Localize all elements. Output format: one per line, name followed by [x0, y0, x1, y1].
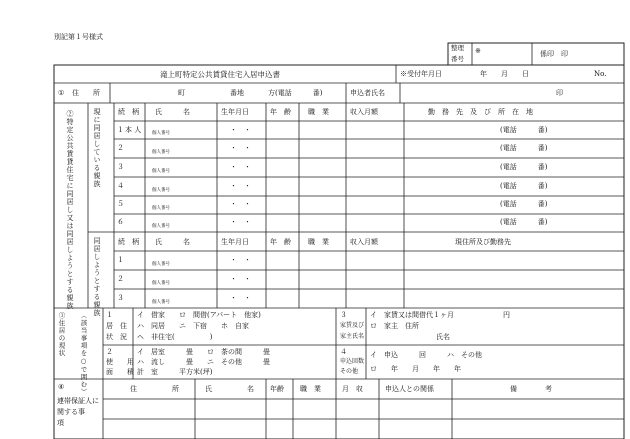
frow-1-num: １ — [117, 256, 124, 264]
s2-h-job: 職 業 — [308, 108, 329, 116]
frow-1-kojin: 個人番号 — [152, 262, 170, 267]
s3-c3-b: 家主氏名 — [340, 333, 365, 340]
form-title: 滝上町特定公共賃貸住宅入居申込書 — [160, 70, 280, 79]
frow-3-num: ３ — [117, 294, 124, 302]
s3-c2-num: ２ — [106, 348, 113, 356]
row-4-tel: (電話 番) — [500, 182, 548, 190]
row-2-tel: (電話 番) — [500, 144, 548, 152]
s2-h-income: 収入月額 — [350, 108, 378, 116]
frow-3-kojin: 個人番号 — [152, 300, 170, 305]
s4-h-name: 氏 名 — [205, 385, 254, 393]
s2-h2-income: 収入月額 — [350, 238, 378, 246]
s3-c4-l2: ロ 年 月 年 年 — [370, 365, 461, 373]
s3-c4-b: その他 — [340, 368, 359, 375]
s4-h-addr: 住 所 — [130, 385, 179, 393]
row-3-tel: (電話 番) — [500, 163, 548, 171]
row-1-num: １ — [117, 126, 124, 134]
s3-c2-l3: 計 室 平方米(坪) — [137, 368, 213, 376]
s4-label: 連帯保証人に関する事 項 — [57, 397, 99, 427]
s1-applicant-label: 申込者氏名 — [350, 89, 385, 97]
s3-c1-b: 状 況 — [106, 333, 127, 341]
s2-label: ②特定公共賃貸住宅に同居し又は同居しようとする親族 — [66, 110, 74, 310]
row-5-kojin: 個人番号 — [152, 206, 170, 211]
s2-future-label: 同居しようとする親族 — [93, 237, 101, 317]
s4-h-job: 職 業 — [300, 385, 321, 393]
s3-c3-l1: イ 家賃又は間借代１ヶ月 円 — [370, 311, 510, 319]
row-1-dots: ・ ・ — [230, 126, 251, 134]
row-2-num: ２ — [117, 144, 124, 152]
s2-h2-rel: 続 柄 — [118, 238, 139, 246]
row-1-kojin: 個人番号 — [152, 131, 170, 136]
form-label: 別記第１号様式 — [54, 33, 103, 41]
s3-label: ③住居の現状 — [57, 312, 66, 357]
row-3-dots: ・ ・ — [230, 163, 251, 171]
s2-h-age: 年 齢 — [270, 108, 291, 116]
row-6-num: ６ — [117, 218, 124, 226]
frow-1-dots: ・ ・ — [230, 256, 251, 264]
s2-h-work: 勤 務 先 及 び 所 在 地 — [428, 108, 533, 116]
admin-mark: ※ — [475, 47, 481, 55]
uketsuke-label: ※受付年月日 — [400, 70, 442, 78]
s1-num: ① — [58, 89, 65, 97]
s3-c1-l1: イ 借家 ロ 間借(アパート 他家) — [137, 311, 261, 319]
s3-c2-a: 使 用 — [106, 358, 134, 366]
s1-label: 住 所 — [72, 89, 100, 97]
s4-num: ④ — [58, 383, 65, 391]
s2-h2-age: 年 齢 — [270, 238, 291, 246]
s2-h-rel: 続 柄 — [118, 108, 139, 116]
frow-2-dots: ・ ・ — [230, 275, 251, 283]
row-4-num: ４ — [117, 182, 124, 190]
s1-banchi: 番地 — [230, 89, 244, 97]
row-1-rel: 本 人 — [125, 126, 142, 134]
row-6-tel: (電話 番) — [500, 218, 548, 226]
row-1-tel: (電話 番) — [500, 126, 548, 134]
s2-current-label: 現に同居している親族 — [93, 108, 101, 188]
hogakari-seal: 係印 印 — [540, 50, 568, 58]
row-5-dots: ・ ・ — [230, 200, 251, 208]
s3-c4-num: ４ — [340, 348, 347, 356]
s2-h-name: 氏 名 — [155, 108, 190, 116]
row-6-dots: ・ ・ — [230, 218, 251, 226]
s3-c2-l1: イ 居室 畳 ロ 茶の間 畳 — [137, 348, 270, 356]
s4-h-age: 年齢 — [270, 385, 284, 393]
s3-c3-a: 家賃及び — [340, 322, 365, 329]
s2-h-birth: 生年月日 — [221, 108, 249, 116]
row-2-kojin: 個人番号 — [152, 150, 170, 155]
row-5-num: ５ — [117, 200, 124, 208]
row-5-tel: (電話 番) — [500, 200, 548, 208]
s4-h-notes: 備 考 — [510, 385, 552, 393]
frow-2-num: ２ — [117, 275, 124, 283]
s3-c1-l3: ヘ 非住宅( ) — [137, 333, 213, 341]
s1-seal: 印 — [556, 89, 563, 97]
seiri-label: 整理 — [451, 44, 464, 52]
s3-sub: （該当事項を○で囲む） — [79, 312, 88, 396]
uketsuke-date: 年 月 日 — [480, 70, 529, 78]
frow-2-kojin: 個人番号 — [152, 281, 170, 286]
row-3-kojin: 個人番号 — [152, 169, 170, 174]
s3-c1-num: １ — [106, 311, 113, 319]
s3-c2-l2: ハ 流し 畳 ニ その他 畳 — [137, 358, 270, 366]
s2-h2-job: 職 業 — [308, 238, 329, 246]
s4-h-income: 月 収 — [342, 385, 363, 393]
row-6-kojin: 個人番号 — [152, 224, 170, 229]
s3-c2-b: 面 積 — [106, 368, 134, 376]
s3-c1-a: 居 住 — [106, 322, 127, 330]
s3-c3-l2: ロ 家主 住所 — [370, 322, 419, 330]
s2-h2-birth: 生年月日 — [221, 238, 249, 246]
row-4-kojin: 個人番号 — [152, 188, 170, 193]
s4-h-relation: 申込人との関係 — [385, 385, 434, 393]
row-2-dots: ・ ・ — [230, 144, 251, 152]
s3-c4-l1: イ 申込 回 ハ その他 — [370, 351, 482, 359]
s1-town: 町 — [178, 89, 185, 97]
bango-label: 番号 — [451, 55, 464, 63]
s3-c4-a: 申込回数 — [340, 358, 365, 365]
row-3-num: ３ — [117, 163, 124, 171]
row-4-dots: ・ ・ — [230, 182, 251, 190]
s2-h2-name: 氏 名 — [155, 238, 190, 246]
s3-c3-l3: 氏名 — [436, 333, 450, 341]
s2-h2-addr: 現住所及び勤務先 — [455, 238, 511, 246]
s3-c1-l2: ハ 同居 ニ 下宿 ホ 自家 — [137, 322, 249, 330]
no-label: No. — [594, 70, 607, 78]
frow-3-dots: ・ ・ — [230, 294, 251, 302]
s3-c3-num: ３ — [340, 311, 347, 319]
s1-phone: 方(電話 番) — [268, 89, 323, 97]
